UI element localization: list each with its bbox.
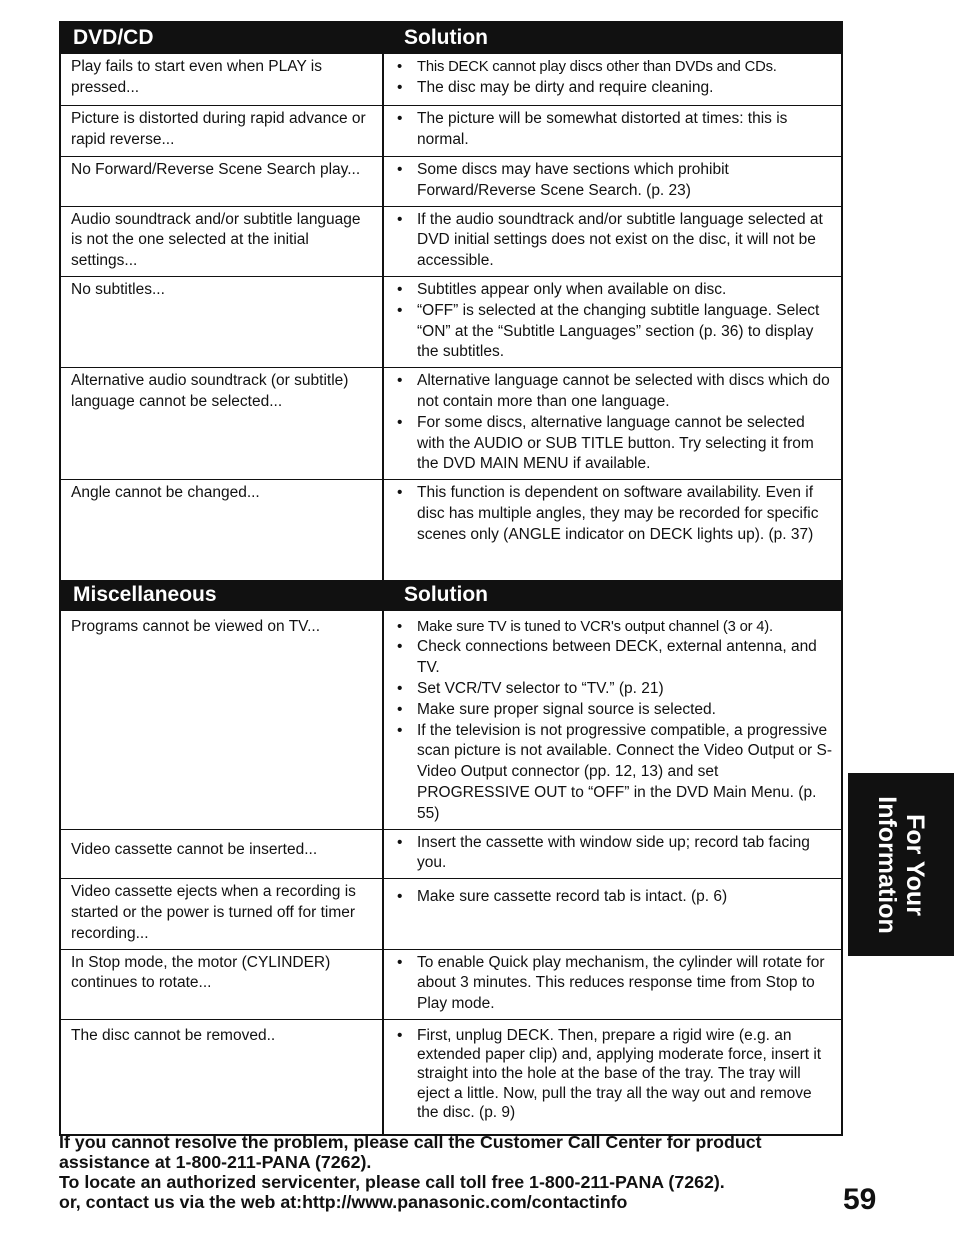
table-row xyxy=(60,610,842,829)
footer-line: assistance at 1-800-211-PANA (7262). xyxy=(59,1152,372,1172)
table-row xyxy=(60,829,842,879)
solution-item: • The picture will be somewhat distorted at times: this is normal. xyxy=(396,109,835,151)
support-contact-footer xyxy=(59,1132,859,1212)
solution-cell xyxy=(383,610,842,829)
section-side-tab xyxy=(848,773,954,956)
table-row xyxy=(60,368,842,480)
footer-line: If you cannot resolve the problem, please call the Customer Call Center for product xyxy=(59,1132,762,1152)
dvd-solution-header: Solution xyxy=(383,22,842,54)
symptom-cell: No subtitles... xyxy=(60,276,383,367)
footer-line: To locate an authorized servicenter, please call toll free 1-800-211-PANA (7262). xyxy=(59,1172,725,1192)
side-tab-line: For Your xyxy=(901,813,929,916)
symptom-cell: Angle cannot be changed... xyxy=(60,480,383,580)
page-number: 59 xyxy=(843,1183,877,1216)
solution-item: • To enable Quick play mechanism, the cylinder will rotate for about 3 minutes. This reduces response time from Stop to Play mode. xyxy=(396,953,835,1015)
solution-item: • The disc may be dirty and require cleaning. xyxy=(396,78,835,99)
symptom-cell: Video cassette cannot be inserted... xyxy=(60,829,383,879)
solution-cell xyxy=(383,879,842,949)
side-tab-label xyxy=(873,796,929,934)
solution-cell xyxy=(383,276,842,367)
solution-item: • Subtitles appear only when available on disc. xyxy=(396,280,835,301)
solution-cell xyxy=(383,829,842,879)
solution-cell xyxy=(383,106,842,157)
table-row xyxy=(60,480,842,580)
footer-contact-link[interactable]: or, contact us via the web at:http://www.panasonic.com/contactinfo xyxy=(59,1192,628,1212)
solution-item: • “OFF” is selected at the changing subtitle language. Select “ON” at the “Subtitle Languages” section (p. 36) to display the subtitles. xyxy=(396,301,835,363)
symptom-cell: Play fails to start even when PLAY is pressed... xyxy=(60,54,383,106)
table-row xyxy=(60,54,842,106)
solution-cell xyxy=(383,480,842,580)
symptom-cell: Alternative audio soundtrack (or subtitle) language cannot be selected... xyxy=(60,368,383,480)
table-row xyxy=(60,276,842,367)
solution-item: • Insert the cassette with window side up; record tab facing you. xyxy=(396,833,835,875)
misc-solution-header: Solution xyxy=(383,580,842,611)
symptom-cell: Picture is distorted during rapid advance or rapid reverse... xyxy=(60,106,383,157)
solution-item: • This DECK cannot play discs other than DVDs and CDs. xyxy=(396,57,835,78)
solution-cell xyxy=(383,949,842,1019)
table-row xyxy=(60,949,842,1019)
solution-cell xyxy=(383,54,842,106)
misc-header-title: Miscellaneous xyxy=(60,580,383,611)
solution-item: • This function is dependent on software availability. Even if disc has multiple angles, they may be recorded for specific scenes only (ANGLE indicator on DECK lights up). (p. 37) xyxy=(396,483,835,545)
solution-item: • Make sure cassette record tab is intact. (p. 6) xyxy=(396,887,835,908)
solution-item: • Alternative language cannot be selected with discs which do not contain more than one language. xyxy=(396,371,835,413)
misc-section xyxy=(60,580,842,1135)
symptom-cell: The disc cannot be removed.. xyxy=(60,1020,383,1135)
solution-cell xyxy=(383,157,842,207)
table-row xyxy=(60,879,842,949)
symptom-cell: No Forward/Reverse Scene Search play... xyxy=(60,157,383,207)
solution-item: • First, unplug DECK. Then, prepare a rigid wire (e.g. an extended paper clip) and, applying moderate force, insert it straight into the hole at the base of the tray. The tray will eject a little. Now, pull the tray all the way out and remove the disc. (p. 9) xyxy=(396,1026,835,1122)
solution-item: • Some discs may have sections which prohibit Forward/Reverse Scene Search. (p. 23) xyxy=(396,160,835,202)
side-tab-line: Information xyxy=(873,795,901,934)
solution-item: • Make sure TV is tuned to VCR's output channel (3 or 4). xyxy=(396,617,835,638)
symptom-cell: Programs cannot be viewed on TV... xyxy=(60,610,383,829)
dvd-header-row xyxy=(60,22,842,54)
dvd-header-title: DVD/CD xyxy=(60,22,383,54)
dvd-section xyxy=(60,22,842,580)
misc-header-row xyxy=(60,580,842,611)
solution-item: • If the television is not progressive compatible, a progressive scan picture is not available. Connect the Video Output or S-Video Output connector (pp. 12, 13) and set PROGRESSIVE OUT to “OFF” in the DVD Main Menu. (p. 55) xyxy=(396,721,835,825)
troubleshooting-document xyxy=(59,21,841,1136)
solution-item: • If the audio soundtrack and/or subtitle language selected at DVD initial settings does not exist on the disc, it will not be accessible. xyxy=(396,210,835,272)
solution-item: • For some discs, alternative language cannot be selected with the AUDIO or SUB TITLE button. Try selecting it from the DVD MAIN MENU if available. xyxy=(396,413,835,475)
table-row xyxy=(60,206,842,276)
table-row xyxy=(60,1020,842,1135)
solution-cell xyxy=(383,1020,842,1135)
symptom-cell: Video cassette ejects when a recording is started or the power is turned off for timer recording... xyxy=(60,879,383,949)
troubleshooting-table xyxy=(59,21,843,1136)
solution-item: • Check connections between DECK, external antenna, and TV. xyxy=(396,637,835,679)
symptom-cell: Audio soundtrack and/or subtitle language is not the one selected at the initial settings... xyxy=(60,206,383,276)
table-row xyxy=(60,157,842,207)
solution-cell xyxy=(383,368,842,480)
symptom-cell: In Stop mode, the motor (CYLINDER) continues to rotate... xyxy=(60,949,383,1019)
solution-cell xyxy=(383,206,842,276)
solution-item: • Make sure proper signal source is selected. xyxy=(396,700,835,721)
solution-item: • Set VCR/TV selector to “TV.” (p. 21) xyxy=(396,679,835,700)
table-row xyxy=(60,106,842,157)
